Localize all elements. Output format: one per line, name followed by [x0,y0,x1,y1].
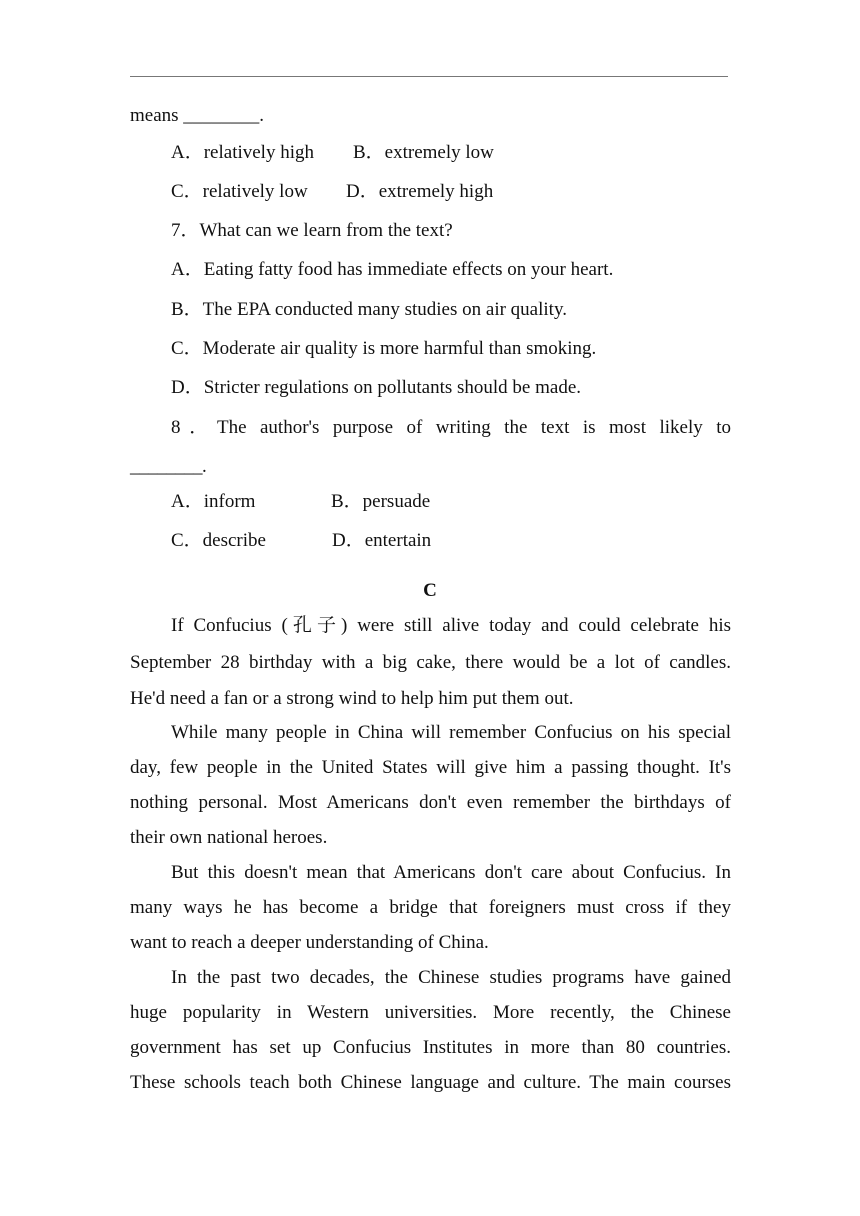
passage-line: government has set up Confucius Institutes in more than 80 countries. [130,1037,731,1058]
passage-line: In the past two decades, the Chinese studies programs have gained [171,967,731,988]
q6-option-b: B．extremely low [353,142,494,163]
header-rule [130,76,728,77]
q8-blank: ________. [130,456,207,477]
passage-line: He'd need a fan or a strong wind to help him put them out. [130,688,574,709]
passage-line: day, few people in the United States will give him a passing thought. It's [130,757,731,778]
q8-option-d: D．entertain [332,530,432,551]
passage-line: want to reach a deeper understanding of China. [130,932,489,953]
q8-option-b: B．persuade [331,491,431,512]
q7-option-c: C．Moderate air quality is more harmful than smoking. [171,338,597,359]
q6-stem-end: means ________. [130,105,265,126]
passage-line: many ways he has become a bridge that foreigners must cross if they [130,897,731,918]
q8-option-c: C．describe [171,530,266,551]
passage-line: But this doesn't mean that Americans don't care about Confucius. In [171,862,731,883]
passage-line: September 28 birthday with a big cake, there would be a lot of candles. [130,652,731,673]
q7-question: 7．What can we learn from the text? [171,220,453,241]
q7-option-b: B．The EPA conducted many studies on air quality. [171,299,567,320]
passage-line: While many people in China will remember Confucius on his special [171,722,731,743]
passage-line: These schools teach both Chinese language and culture. The main courses [130,1072,731,1093]
q8-question: 8．The author's purpose of writing the text is most likely to [171,417,731,438]
q7-option-a: A．Eating fatty food has immediate effects on your heart. [171,259,614,280]
passage-line: huge popularity in Western universities. More recently, the Chinese [130,1002,731,1023]
q6-option-d: D．extremely high [346,181,494,202]
q6-option-a: A．relatively high [171,142,314,163]
q7-option-d: D．Stricter regulations on pollutants should be made. [171,377,582,398]
passage-line: If Confucius (孔子) were still alive today and could celebrate his [171,615,731,636]
section-heading-c: C [423,580,437,601]
passage-line: nothing personal. Most Americans don't even remember the birthdays of [130,792,731,813]
q8-option-a: A．inform [171,491,256,512]
q6-option-c: C．relatively low [171,181,308,202]
passage-line: their own national heroes. [130,827,328,848]
